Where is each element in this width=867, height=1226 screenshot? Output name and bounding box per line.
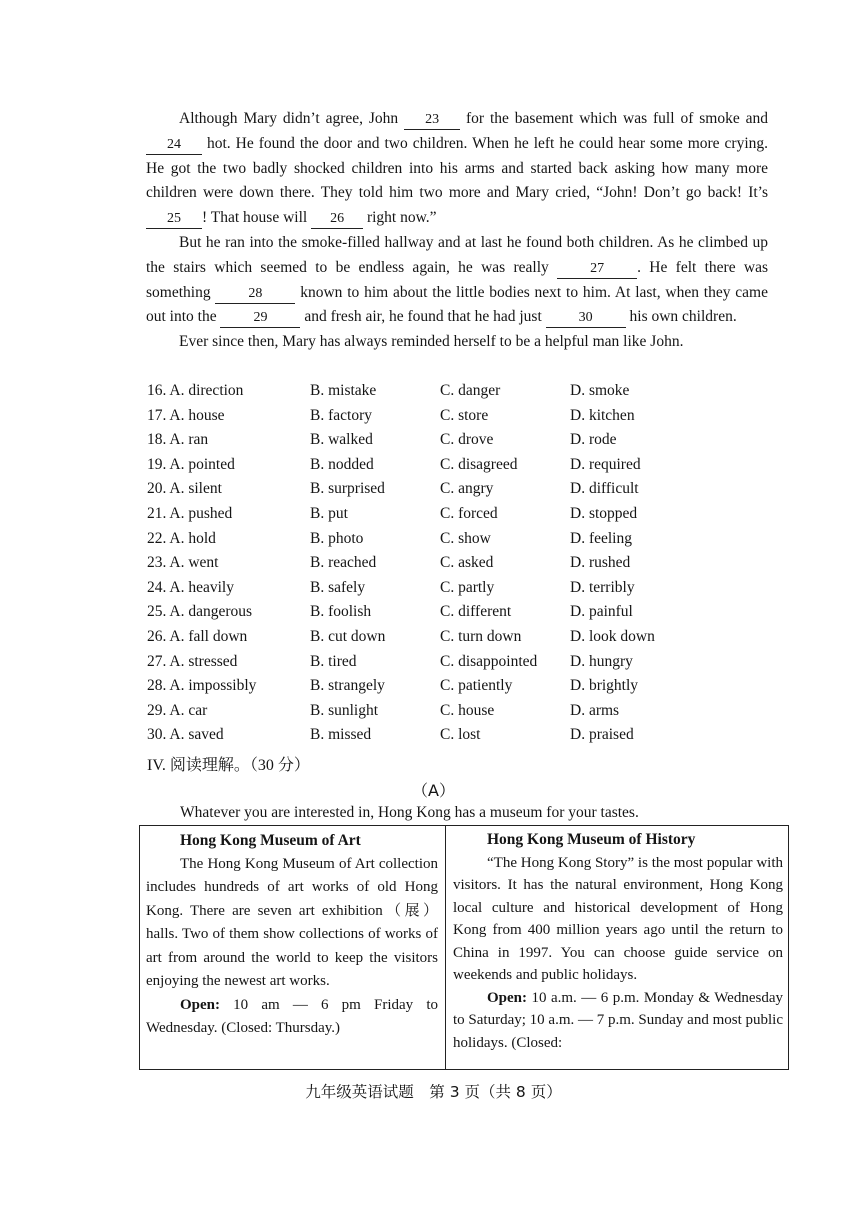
page-footer: 九年级英语试题 第 3 页（共 8 页）	[305, 1083, 562, 1101]
option-row: 26. A. fall down B. cut down C. turn down D. look down	[147, 627, 655, 645]
reading-intro: Whatever you are interested in, Hong Kong has a museum for your tastes.	[180, 804, 639, 821]
option-row: 25. A. dangerous B. foolish C. different D. painful	[147, 603, 633, 621]
museum-history-title: Hong Kong Museum of History	[487, 831, 696, 848]
answer-options	[147, 382, 787, 751]
blank-29: 29	[220, 309, 300, 328]
option-row: 17. A. house B. factory C. store D. kitchen	[147, 406, 635, 424]
option-row: 19. A. pointed B. nodded C. disagreed D. required	[147, 455, 641, 473]
blank-24: 24	[146, 136, 202, 155]
museum-history-cell	[453, 829, 783, 1054]
option-row: 22. A. hold B. photo C. show D. feeling	[147, 529, 632, 547]
passage-paragraph-1: Although Mary didn’t agree, John 23 for the basement which was full of smoke and 24 hot. He found the door and two children. When he left he could hear some more crying. He got the two badly shocked children into his arms and started back asking how many more children were down there. They told him two more and Mary cried, “John! Don’t go back! It’s 25 ! That house will 26 right now.”	[146, 107, 768, 231]
blank-23: 23	[404, 111, 460, 130]
option-row: 30. A. saved B. missed C. lost D. praised	[147, 726, 634, 744]
option-row: 24. A. heavily B. safely C. partly D. terribly	[147, 578, 635, 596]
option-row: 20. A. silent B. surprised C. angry D. difficult	[147, 480, 639, 498]
museum-history-body: “The Hong Kong Story” is the most popular with visitors. It has the natural environment, Hong Kong local culture and historical development of Hong Kong from 400 million years ago until the return to China in 1997. You can choose guide service on weekends and public holidays.	[453, 854, 783, 983]
museum-table	[139, 825, 789, 1070]
section-heading: IV. 阅读理解。（30 分）	[147, 757, 310, 774]
table-divider	[445, 826, 446, 1069]
blank-30: 30	[546, 309, 626, 328]
option-row: 23. A. went B. reached C. asked D. rushed	[147, 554, 631, 572]
option-row: 29. A. car B. sunlight C. house D. arms	[147, 701, 620, 719]
cloze-passage	[146, 107, 768, 355]
blank-25: 25	[146, 210, 202, 229]
option-row: 21. A. pushed B. put C. forced D. stopped	[147, 504, 638, 522]
museum-art-hours: Open: 10 am — 6 pm Friday to Wednesday. (Closed: Thursday.)	[146, 996, 438, 1036]
passage-label-a: （A）	[412, 781, 455, 800]
museum-art-body: The Hong Kong Museum of Art collection includes hundreds of art works of old Hong Kong. There are seven art exhibition（展）halls. Two of them show collections of works of art from around the world to keep the visitors enjoying the newest art works.	[146, 855, 438, 989]
blank-27: 27	[557, 260, 637, 279]
museum-art-title: Hong Kong Museum of Art	[180, 832, 361, 849]
blank-26: 26	[311, 210, 363, 229]
museum-history-hours: Open: 10 a.m. — 6 p.m. Monday & Wednesday to Saturday; 10 a.m. — 7 p.m. Sunday and most public holidays. (Closed:	[453, 989, 783, 1051]
passage-paragraph-3: Ever since then, Mary has always reminded herself to be a helpful man like John.	[179, 333, 684, 351]
museum-art-cell	[146, 829, 438, 1041]
passage-paragraph-2: But he ran into the smoke-filled hallway and at last he found both children. As he climbed up the stairs which seemed to be endless again, he was really 27 . He felt there was something 28 known to him about the little bodies next to him. At last, when they came out into the 29 and fresh air, he found that he had just 30 his own children.	[146, 231, 768, 330]
option-row: 16. A. direction B. mistake C. danger D. smoke	[147, 382, 630, 399]
option-row: 18. A. ran B. walked C. drove D. rode	[147, 431, 617, 449]
option-row: 28. A. impossibly B. strangely C. patiently D. brightly	[147, 677, 639, 695]
option-row: 27. A. stressed B. tired C. disappointed D. hungry	[147, 652, 633, 670]
blank-28: 28	[215, 285, 295, 304]
